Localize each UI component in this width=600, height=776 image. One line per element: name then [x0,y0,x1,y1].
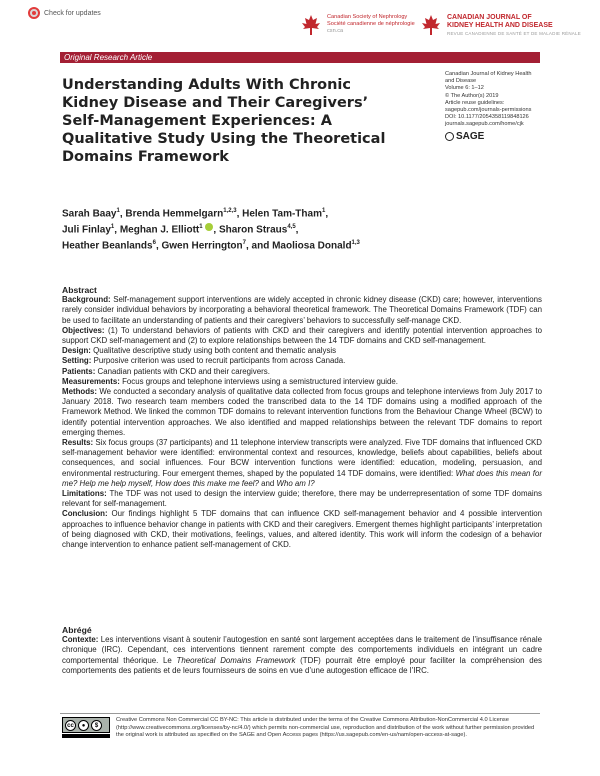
nc-icon: $ [91,720,102,731]
meta-journal-line2: and Disease [445,78,477,85]
contexte-text-end: (TDF) pourrait être employé pour faciliter la compréhension des comportements des patients et de leurs fournisseurs de soins en vue d’une autogestion efficace de l’IRC. [62,655,542,675]
abstract-design [62,346,542,356]
meta-reuse: Article reuse guidelines: [445,99,505,106]
background-label: Background: [62,295,111,305]
setting-label: Setting: [62,356,92,366]
author-name: Brenda Hemmelgarn [125,208,224,220]
abstract-measurements [62,377,542,387]
author-name: Meghan J. Elliott [119,224,200,236]
methods-text: We conducted a secondary analysis of qualitative data collected from focus groups and telephone interviews from July 2017 to January 2018. Two research team members coded the transcribed data to the 14 TDF domains using a modified approach of the Framework Method. We linked the common TDF domains to relevant intervention functions from the Behaviour Change Wheel (BCW) to identify potential intervention approaches. We also identified and mapped relationships between the relevant TDF domains to report emerging themes. [62,387,542,437]
license-text: Creative Commons Non Commercial CC BY-NC: This article is distributed under the terms of the Creative Commons Attribution-NonCommercial 4.0 License (http://www.creativecommons.org/licenses/by-nc/4.0/) which permits non-commercial use, reproduction and distribution of the work without further permission provided the original work is attributed as specified on the SAGE and Open Access pages (https://us.sagepub.com/en-us/nam/open-access-at-sage). [116,717,535,739]
author-affiliation: 1 [321,208,326,214]
author-list: Sarah Baay$^1$, Brenda Hemmelgarn$^{1,2,3}$, Helen Tam-Tham$^1$, Juli Finlay$^1$, Meghan J. Elliott$^1$ , Sharon Straus$^{4,5}$, Heather Beanlands$^6$, Gwen Herrington$^7$, and Maoliosa Donald$^{1,3}$ [62,208,360,252]
meta-permissions-link[interactable]: sagepub.com/journals-permissions [445,107,532,114]
by-icon: ● [78,720,89,731]
author-name: Gwen Herrington [161,240,243,252]
abstract-limitations [62,489,542,509]
meta-journal-home-link[interactable]: journals.sagepub.com/home/cjk [445,121,524,128]
article-meta [445,71,565,129]
design-text: Qualitative descriptive study using both content and thematic analysis [93,346,337,356]
limitations-text: The TDF was not used to design the interview guide; therefore, there may be underrepresentation of some TDF domains relevant for self-management. [62,489,542,509]
measurements-text: Focus groups and telephone interviews using a semistructured interview guide. [122,376,398,386]
kidney-leaf-icon [420,14,442,36]
author-name: Heather Beanlands [62,240,153,252]
cc-by-nc-badge[interactable] [62,717,110,733]
check-for-updates-link[interactable] [28,7,101,19]
section-bar [60,52,540,63]
abstract-setting [62,356,542,366]
author-name: Sharon Straus [218,224,288,236]
methods-label: Methods: [62,387,98,397]
author-name: Helen Tam-Tham [242,208,322,220]
author-affiliation: 7 [242,239,246,246]
article-title: Understanding Adults With Chronic Kidney Disease and Their Caregivers’ Self-Management Experiences: A Qualitative Study Using the Theoretical Domains Framework [62,77,386,165]
journal-name-fr: REVUE CANADIENNE DE SANTÉ ET DE MALADIE RÉNALE [447,31,581,36]
background-text: Self-management support interventions are widely accepted in chronic kidney disease (CKD) care; however, interventions rarely consider individual behaviors by incorporating a behavioral theoretical framework. The Theoretical Domains Framework (TDF) can be used to facilitate an understanding of patients and their caregivers’ behaviors to successfully self-manage CKD. [62,295,542,325]
cjkhd-logo [420,14,581,38]
contexte-framework: Theoretical Domains Framework [176,655,296,665]
abstract-patients [62,367,542,377]
meta-volume: Volume 6: 1–12 [445,85,484,92]
author-name: Maoliosa Donald [272,240,352,252]
check-updates-icon [28,7,40,19]
results-label: Results: [62,438,94,448]
check-updates-label: Check for updates [44,9,101,17]
author-affiliation: 1,2,3 [223,208,237,214]
abstract-background [62,295,542,326]
contexte-text: Les interventions visant à soutenir l’autogestion en santé sont largement acceptées dans le traitement de l’insuffisance rénale chronique (IRC). Cependant, ces interventions tiennent rarement compte des comportements individuels en intégrant un cadre comportemental théorique. Le [62,635,542,665]
journal-name-line1: CANADIAN JOURNAL OF [447,14,532,21]
abstract-objectives [62,326,542,346]
abstract-section [62,285,542,550]
sage-circle-icon [445,132,454,141]
meta-journal-line1: Canadian Journal of Kidney Health [445,71,532,77]
abstract-conclusion [62,509,542,550]
contexte-label: Contexte: [62,635,99,645]
author-affiliation: 4,5 [287,223,296,230]
measurements-label: Measurements: [62,376,120,386]
conclusion-text: Our findings highlight 5 TDF domains that can influence CKD self-management behavior and 4 possible intervention approaches to influence behavior change in patients with CKD and their caregivers. Emergent themes highlight participants’ interpretation of being diagnosed with CKD, their motivations, feelings, values, and altered identity. This work will inform the codesign of a behavior change intervention to enhance patient self-management of CKD. [62,509,542,550]
author-affiliation: 1 [199,223,203,230]
maple-leaf-icon [300,14,322,36]
society-url: csn.ca [327,28,344,34]
author-name: Juli Finlay [62,224,111,236]
abrege-contexte [62,635,542,676]
results-and: and [261,478,275,488]
author-affiliation: 1,3 [351,239,360,246]
author-affiliation: 1 [116,208,120,214]
author-name: Sarah Baay [62,208,117,220]
abstract-heading: Abstract [62,285,97,295]
design-label: Design: [62,346,91,356]
author-affiliation: 6 [152,239,156,246]
orcid-icon[interactable] [205,223,213,231]
setting-text: Purposive criterion was used to recruit participants from across Canada. [93,356,346,366]
author-affiliation: 1 [110,223,115,230]
conclusion-label: Conclusion: [62,509,108,519]
license-footer [60,713,540,741]
objectives-text: (1) To understand behaviors of patients with CKD and their caregivers and identify potential intervention approaches to support CKD self-management and (2) to explore relationships between the 14 TDF domains and CKD self-management. [62,325,542,346]
results-themes: What does this mean for me? Help me help myself, How does this make me feel? [62,468,542,488]
results-theme-last: Who am I? [276,478,315,488]
authors-and: and [251,240,270,252]
patients-text: Canadian patients with CKD and their caregivers. [97,366,270,376]
society-name-fr: Société canadienne de néphrologie [327,21,415,27]
abstract-methods [62,387,542,438]
abstract-results [62,438,542,489]
csn-logo [300,14,415,36]
results-text: Six focus groups (37 participants) and 11 telephone interview transcripts were analyzed. Five TDF domains that influenced CKD self-management behavior were identified: environmental context and resources, knowledge, beliefs about capabilities, beliefs about consequences, and social influences. Four BCW intervention functions were identified: education, modeling, persuasion, and environmental restructuring. Four emergent themes, shaped by the populated 14 TDF domains, were identified: [62,438,542,478]
limitations-label: Limitations: [62,489,107,499]
abrege-heading: Abrégé [62,625,92,635]
page-header [0,0,600,52]
sage-label: SAGE [456,131,485,142]
meta-doi-link[interactable]: DOI: 10.1177/2054358119848126 [445,114,529,121]
abrege-section [62,625,542,676]
patients-label: Patients: [62,366,96,376]
society-name-en: Canadian Society of Nephrology [327,14,408,20]
cc-badge-bar [62,734,110,738]
meta-copyright: © The Author(s) 2019 [445,92,499,99]
cc-icon: cc [65,720,76,731]
sage-logo [445,131,484,142]
section-label: Original Research Article [64,53,153,62]
journal-name-line2: KIDNEY HEALTH AND DISEASE [447,22,553,29]
objectives-label: Objectives: [62,325,105,335]
